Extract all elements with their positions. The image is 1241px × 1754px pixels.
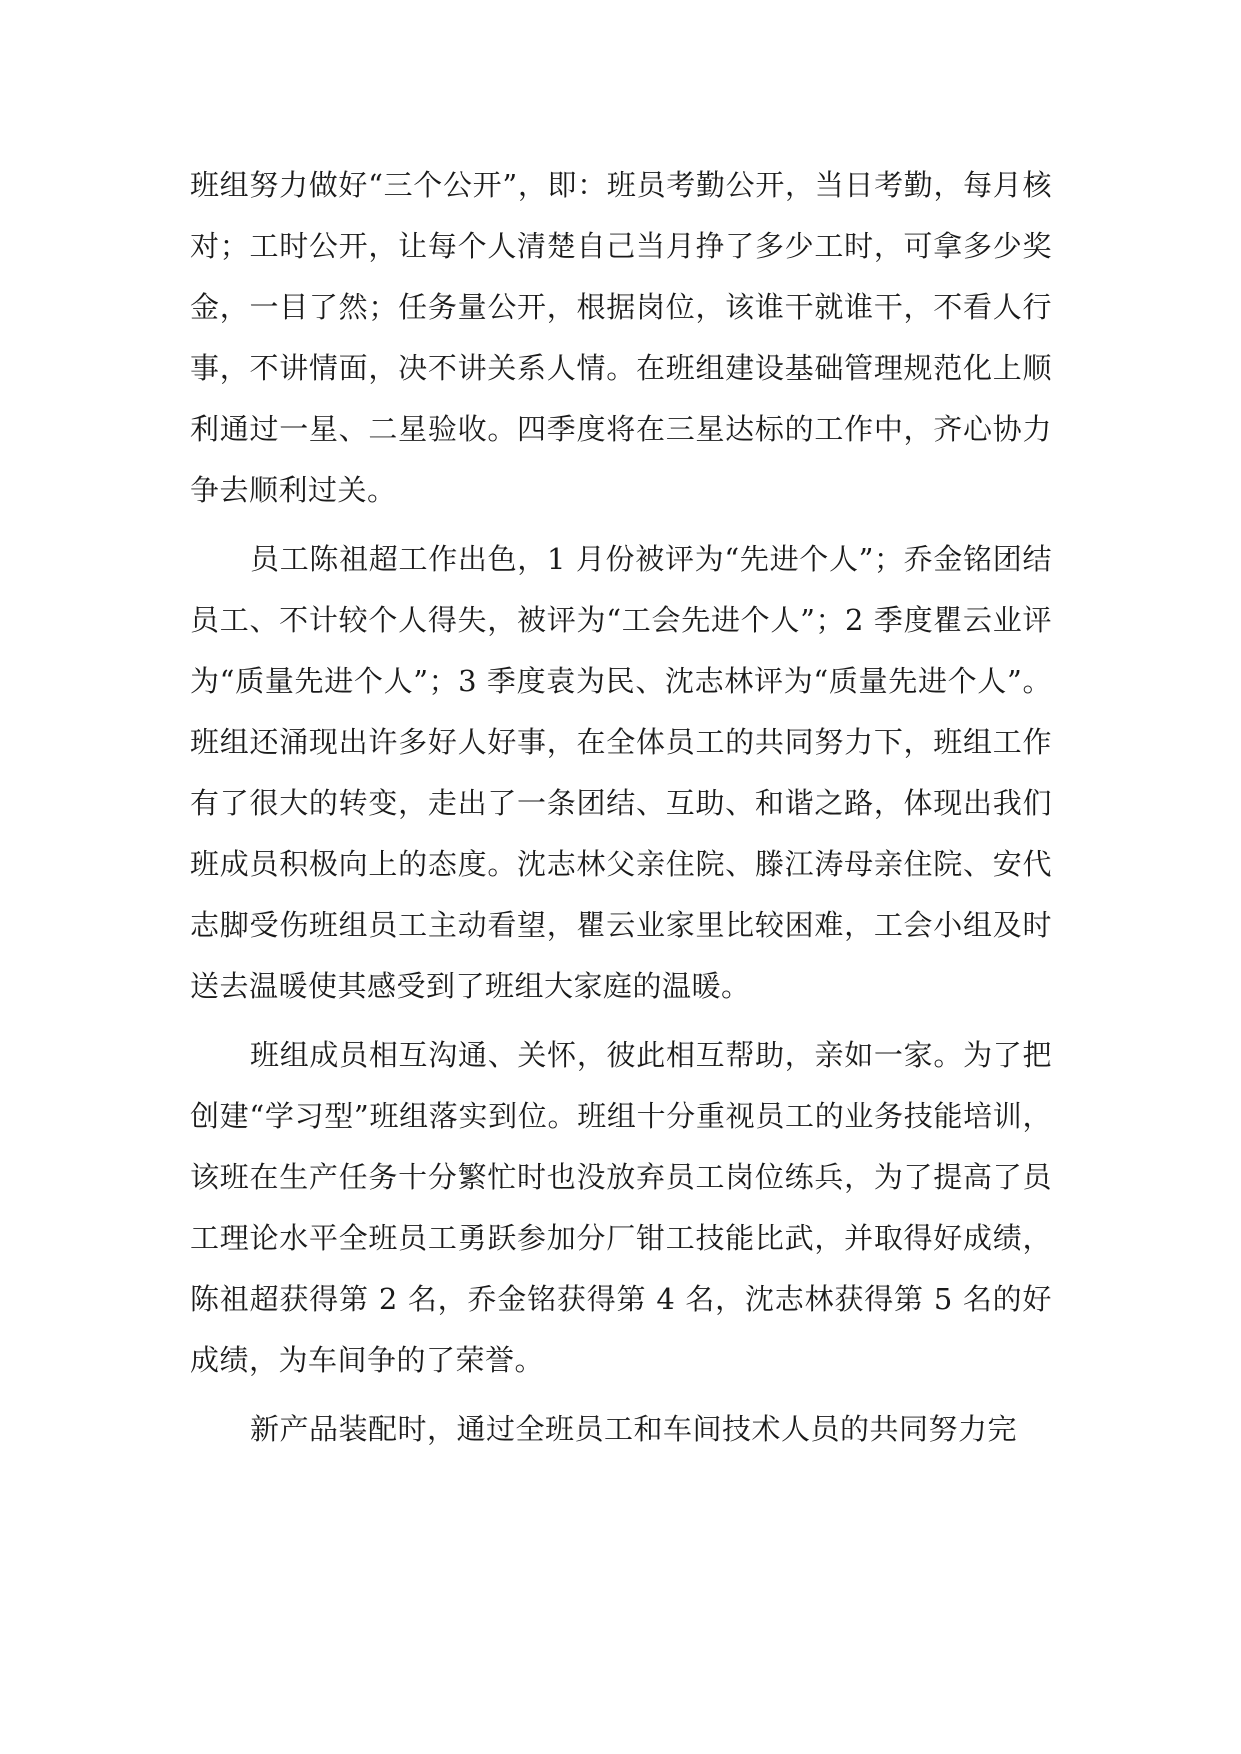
paragraph-1: 班组努力做好“三个公开”，即：班员考勤公开，当日考勤，每月核对；工时公开，让每个人清楚自己当月挣了多少工时，可拿多少奖金，一目了然；任务量公开，根据岗位，该谁干就谁干，不看人行事，不讲情面，决不讲关系人情。在班组建设基础管理规范化上顺利通过一星、二星验收。四季度将在三星达标的工作中，齐心协力争去顺利过关。	[190, 168, 1052, 507]
paragraph-2: 员工陈祖超工作出色，1 月份被评为“先进个人”；乔金铭团结员工、不计较个人得失，被评为“工会先进个人”；2 季度瞿云业评为“质量先进个人”；3 季度袁为民、沈志林评为“质量先进个人”。班组还涌现出许多好人好事，在全体员工的共同努力下，班组工作有了很大的转变，走出了一条团结、互助、和谐之路，体现出我们班成员积极向上的态度。沈志林父亲住院、滕江涛母亲住院、安代志脚受伤班组员工主动看望，瞿云业家里比较困难，工会小组及时送去温暖使其感受到了班组大家庭的温暖。	[190, 542, 1052, 1003]
document-body	[190, 155, 1052, 1468]
paragraph-3: 班组成员相互沟通、关怀，彼此相互帮助，亲如一家。为了把创建“学习型”班组落实到位。班组十分重视员工的业务技能培训，该班在生产任务十分繁忙时也没放弃员工岗位练兵，为了提高了员工理论水平全班员工勇跃参加分厂钳工技能比武，并取得好成绩，陈祖超获得第 2 名，乔金铭获得第 4 名，沈志林获得第 5 名的好成绩，为车间争的了荣誉。	[190, 1038, 1052, 1377]
paragraph-4: 新产品装配时，通过全班员工和车间技术人员的共同努力完	[250, 1412, 1018, 1446]
